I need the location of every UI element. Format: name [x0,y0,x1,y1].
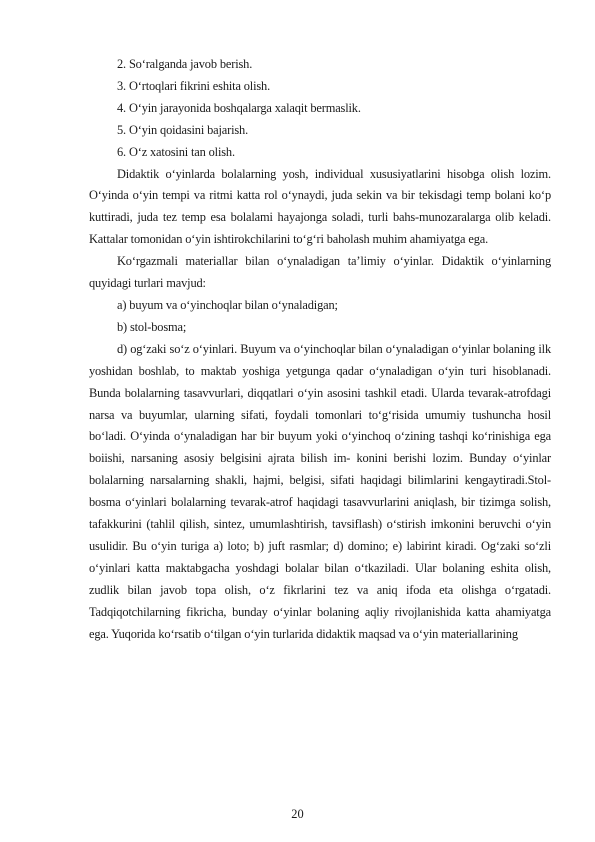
list-item-2: 2. So‘ralganda javob berish. [117,57,253,71]
game-type-b: b) stol-bosma; [117,319,187,334]
paragraph-verbal-games: d) og‘zaki so‘z o‘yinlari. Buyum va o‘yinchoqlar bilan o‘ynaladigan o‘yinlar bolaning ilk yoshidan boshlab, to maktab yoshiga yetgunga qadar o‘ynaladigan o‘yin turi hisoblanadi. Bunda bolalarning tasavvurlari, diqqatlari o‘yin asosini tashkil etadi. Ularda tevarak-atrofdagi narsa va buyumlar, ularning sifati, foydali tomonlari to‘g‘risida umumiy tushuncha hosil bo‘ladi. O‘yinda o‘ynaladigan har bir buyum yoki o‘yinchoq o‘zining tashqi ko‘rinishiga ega boiishi, narsaning asosiy belgisini ajrata bilish im- konini berishi lozim. Bunday o‘yinlar bolalarning narsalarning shakli, hajmi, belgisi, sifati haqidagi bilimlarini kengaytiradi.Stol-bosma o‘yinlari bolalarning tevarak-atrof haqidagi tasavvurlarini aniqlash, bir tizimga solish, tafakkurini (tahlil qilish, sintez, umumlashtirish, tavsiflash) o‘stirish imkonini beruvchi o‘yin usulidir. Bu o‘yin turiga a) loto; b) juft rasmlar; d) domino; e) labirint kiradi. Og‘zaki so‘zli o‘yinlari katta maktabgacha yoshdagi bolalar bilan o‘tkaziladi. Ular bolaning eshita olish, zudlik bilan javob topa olish, o‘z fikrlarini tez va aniq ifoda eta olishga o‘rgatadi. Tadqiqotchilarning fikricha, bunday o‘yinlar bolaning aqliy rivojlanishida katta ahamiyatga ega. Yuqorida ko‘rsatib o‘tilgan o‘yin turlarida didaktik maqsad va o‘yin materiallarining [89,341,551,641]
paragraph-age-considerations: Didaktik o‘yinlarda bolalarning yosh, individual xususiyatlarini hisobga olish lozim. O‘yinda o‘yin tempi va ritmi katta rol o‘ynaydi, juda sekin va bir tekisdagi temp bolani ko‘p kuttiradi, juda tez temp esa bolalami hayajonga soladi, turli bahs-munozaralarga olib keladi. Kattalar tomonidan o‘yin ishtirokchilarini to‘g‘ri baholash muhim ahamiyatga ega. [89,166,551,247]
list-item-5: 5. O‘yin qoidasini bajarish. [117,122,249,137]
paragraph-visual-materials: Ko‘rgazmali materiallar bilan o‘ynaladigan ta’limiy o‘yinlar. Didaktik o‘yinlarning quyidagi turlari mavjud: [89,254,551,291]
list-item-4: 4. O‘yin jarayonida boshqalarga xalaqit bermaslik. [117,100,361,115]
body-text [89,54,551,645]
list-item-6: 6. O‘z xatosini tan olish. [117,144,235,159]
game-type-a: a) buyum va o‘yinchoqlar bilan o‘ynaladigan; [117,297,338,312]
page-number: 20 [291,807,304,821]
list-item-3: 3. O‘rtoqlari fikrini eshita olish. [117,78,271,93]
